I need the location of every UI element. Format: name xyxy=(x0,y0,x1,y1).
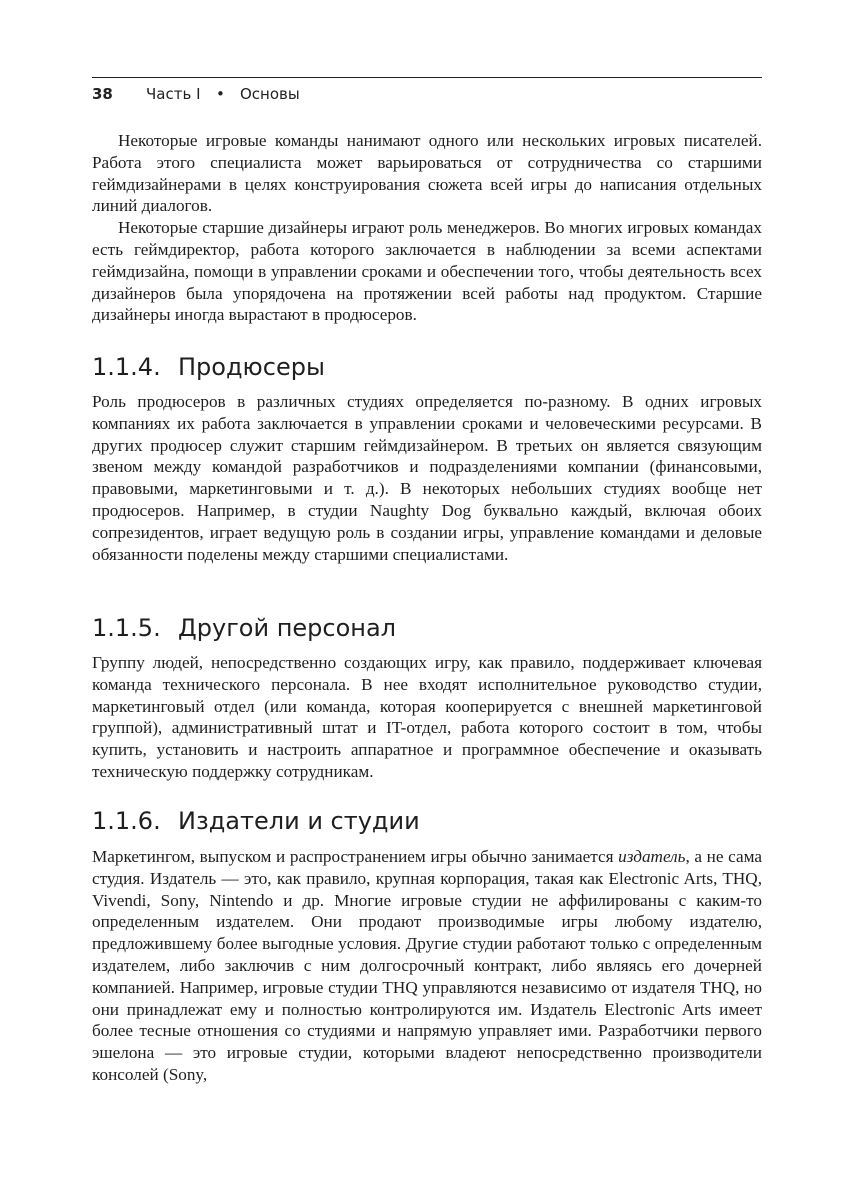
section-heading-producers xyxy=(92,353,325,381)
paragraph: Некоторые игровые команды нанимают одного или нескольких игровых писателей. Работа этого специалиста может варьироваться от сотрудничества со старшими геймдизайнерами в целях конструирования сюжета всей игры до написания отдельных линий диалогов. xyxy=(92,131,762,216)
section-title: Другой персонал xyxy=(178,614,397,642)
section-text-publishers xyxy=(92,846,762,1086)
paragraph: Некоторые старшие дизайнеры играют роль менеджеров. Во многих игровых командах есть геймдиректор, работа которого заключается в наблюдении за всеми аспектами геймдизайна, помощи в управлении сроками и обеспечении того, чтобы деятельность всех дизайнеров была упорядочена на протяжении всей работы над продуктом. Старшие дизайнеры иногда вырастают в продюсеров. xyxy=(92,218,762,325)
section-text-other-staff xyxy=(92,652,762,783)
paragraph xyxy=(92,846,762,1086)
intro-text xyxy=(92,130,762,326)
emphasis-term: издатель xyxy=(618,847,686,866)
paragraph: Группу людей, непосредственно создающих игру, как правило, поддерживает ключевая команда технического персонала. В нее входят исполнительное руководство студии, маркетинговый отдел (или команда, которая кооперируется с внешней маркетинговой группой), административный штат и IT-отдел, работа которого состоит в том, чтобы купить, установить и настроить аппаратное и программное обеспечение и оказывать техническую поддержку сотрудникам. xyxy=(92,653,762,781)
header-separator: • xyxy=(216,85,225,103)
text-run: Маркетингом, выпуском и распространением игры обычно занимается xyxy=(92,847,619,866)
section-heading-publishers xyxy=(92,807,420,835)
section-text-producers xyxy=(92,391,762,565)
chapter-label: Основы xyxy=(240,85,300,103)
paragraph: Роль продюсеров в различных студиях определяется по-разному. В одних игровых компаниях их работа заключается в управлении сроками и человеческими ресурсами. В других продюсер служит старшим геймдизайнером. В третьих он является связующим звеном между командой разработчиков и подразделениями компании (финансовыми, правовыми, маркетинговыми и т. д.). В некоторых небольших студиях вообще нет продюсеров. Например, в студии Naughty Dog буквально каждый, включая обоих сопрезидентов, играет ведущую роль в создании игры, управление командами и деловые обязанности поделены между старшими специалистами. xyxy=(92,392,762,564)
section-title: Издатели и студии xyxy=(178,807,420,835)
part-label: Часть I xyxy=(146,85,201,103)
page-number: 38 xyxy=(92,85,113,103)
section-number: 1.1.4. xyxy=(92,353,161,381)
text-run: , а не сама студия. Издатель — это, как правило, крупная корпорация, такая как Electronic Arts, THQ, Vivendi, Sony, Nintendo и др. Многие игровые студии не аффилированы с каким-то определенным издателем. Они продают производимые игры любому издателю, предложившему более выгодные условия. Другие студии работают только с определенным издателем, либо заключив с ним долгосрочный контракт, либо являясь его дочерней компанией. Например, игровые студии THQ управляются независимо от издателя THQ, но они принадлежат ему и полностью контролируются им. Издатель Electronic Arts имеет более тесные отношения со студиями и напрямую управляет ими. Разработчики первого эшелона — это игровые студии, которыми владеют непосредственно производители консолей (Sony, xyxy=(92,847,762,1084)
section-title: Продюсеры xyxy=(178,353,325,381)
section-number: 1.1.6. xyxy=(92,807,161,835)
section-heading-other-staff xyxy=(92,614,396,642)
running-header xyxy=(92,77,762,112)
section-number: 1.1.5. xyxy=(92,614,161,642)
